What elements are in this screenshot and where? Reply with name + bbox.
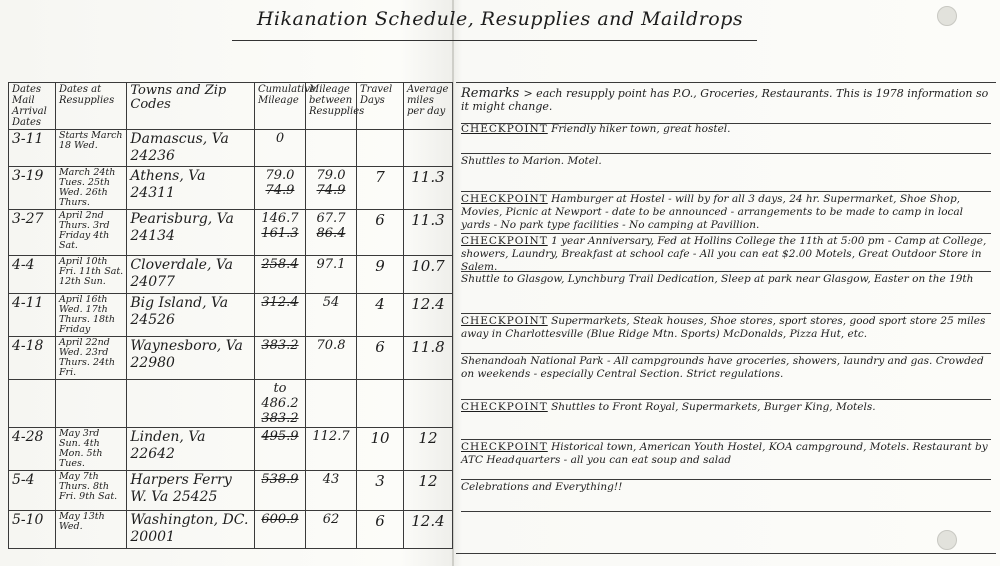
cumulative-cell	[254, 428, 305, 471]
checkpoint-label: CHECKPOINT	[461, 441, 548, 453]
mail-date-cell	[9, 511, 56, 549]
travel-days: 4	[375, 295, 385, 313]
travel-days-cell	[357, 130, 404, 167]
table-row	[9, 256, 453, 294]
between-cell	[305, 337, 356, 380]
average-miles: 12.4	[411, 512, 445, 530]
town-zip: Harpers Ferry W. Va 25425	[130, 472, 232, 505]
town-zip: Waynesboro, Va 22980	[130, 338, 243, 371]
town-cell	[127, 210, 255, 256]
cumulative-mileage-old: 495.9	[261, 429, 299, 444]
table-header-row	[9, 83, 453, 130]
town-cell	[127, 294, 255, 337]
remark-text: Shuttles to Front Royal, Supermarkets, Burger King, Motels.	[551, 401, 876, 413]
mail-date-cell	[9, 380, 56, 428]
mail-date: 3-19	[12, 168, 44, 184]
resupply-dates: April 10th Fri. 11th Sat. 12th Sun.	[58, 256, 124, 287]
cumulative-cell	[254, 511, 305, 549]
remark-text: Hamburger at Hostel - will by for all 3 days, 24 hr. Supermarket, Shoe Shop, Movies, Picnic at Newport - date to be announced - arrangements to be made to camp in local yards - No park type facilities - No camping at Pavillion.	[461, 193, 964, 231]
average-miles: 11.3	[411, 168, 445, 186]
between-cell	[305, 167, 356, 210]
remark-item	[461, 481, 991, 512]
title-underline	[232, 40, 757, 41]
between-mileage-old: 74.9	[316, 183, 346, 198]
average-cell	[403, 511, 452, 549]
resupply-dates-cell	[55, 130, 126, 167]
table-row	[9, 380, 453, 428]
average-cell	[403, 428, 452, 471]
resupply-dates-cell	[55, 210, 126, 256]
between-cell	[305, 380, 356, 428]
cumulative-mileage-old: 258.4	[261, 257, 299, 272]
remark-text: Historical town, American Youth Hostel, KOA campground, Motels. Restaurant by ATC Headquarters - all you can eat soup and salad	[461, 441, 988, 466]
average-miles: 12	[418, 472, 438, 490]
remark-text: Supermarkets, Steak houses, Shoe stores, sport stores, good sport store 25 miles away in Charlottesville (Blue Ridge Mtn. Sports) McDonalds, Pizza Hut, etc.	[461, 315, 986, 340]
resupply-dates-cell	[55, 337, 126, 380]
cumulative-cell	[254, 130, 305, 167]
average-cell	[403, 337, 452, 380]
resupply-dates: Starts March 18 Wed.	[58, 130, 123, 151]
town-cell	[127, 337, 255, 380]
cumulative-mileage-old: 161.3	[261, 226, 299, 241]
checkpoint-label: CHECKPOINT	[461, 193, 548, 205]
cumulative-cell	[254, 337, 305, 380]
checkpoint-label: CHECKPOINT	[461, 401, 548, 413]
average-miles: 11.8	[411, 338, 445, 356]
page-title: Hikanation Schedule, Resupplies and Maildrops	[256, 8, 744, 30]
remarks-label: Remarks	[461, 86, 520, 101]
remark-item	[461, 401, 991, 440]
travel-days-cell	[357, 471, 404, 511]
between-cell	[305, 428, 356, 471]
remarks-heading-text: > each resupply point has P.O., Groceries, Restaurants. This is 1978 information so it might change.	[461, 87, 989, 113]
resupply-dates: April 22nd Wed. 23rd Thurs. 24th Fri.	[58, 337, 115, 378]
cumulative-cell	[254, 210, 305, 256]
average-cell	[403, 256, 452, 294]
travel-days-cell	[357, 294, 404, 337]
table-row	[9, 337, 453, 380]
cumulative-mileage: to 486.2	[261, 381, 299, 411]
cumulative-cell	[254, 294, 305, 337]
between-mileage: 62	[322, 512, 340, 527]
mail-date: 4-4	[12, 257, 35, 273]
cumulative-cell	[254, 380, 305, 428]
mail-date: 4-11	[12, 295, 44, 311]
mail-date-cell	[9, 130, 56, 167]
travel-days: 6	[375, 338, 385, 356]
average-cell	[403, 130, 452, 167]
town-zip: Pearisburg, Va 24134	[130, 211, 234, 244]
header-dates: Dates	[12, 84, 42, 95]
town-zip: Linden, Va 22642	[130, 429, 206, 462]
travel-days-cell	[357, 380, 404, 428]
travel-days: 10	[370, 429, 390, 447]
mail-date: 5-10	[12, 512, 44, 528]
travel-days-cell	[357, 167, 404, 210]
header-mail-arrival-label: Mail Arrival Dates	[12, 95, 47, 128]
travel-days-cell	[357, 210, 404, 256]
average-cell	[403, 167, 452, 210]
cumulative-cell	[254, 167, 305, 210]
header-towns: Towns and Zip Codes	[127, 83, 255, 130]
checkpoint-label: CHECKPOINT	[461, 123, 548, 135]
mail-date: 5-4	[12, 472, 35, 488]
cumulative-mileage-old: 312.4	[261, 295, 299, 310]
resupply-dates-cell	[55, 294, 126, 337]
town-zip: Damascus, Va 24236	[130, 131, 229, 164]
header-dates-at-resupplies: Dates at Resupplies	[55, 83, 126, 130]
mail-date: 4-28	[12, 429, 44, 445]
travel-days: 7	[375, 168, 385, 186]
mail-date: 3-11	[12, 131, 44, 147]
resupply-dates-cell	[55, 511, 126, 549]
travel-days: 6	[375, 211, 385, 229]
resupply-dates: March 24th Tues. 25th Wed. 26th Thurs.	[58, 167, 116, 208]
cumulative-cell	[254, 256, 305, 294]
table-row	[9, 294, 453, 337]
travel-days-cell	[357, 511, 404, 549]
travel-days: 3	[375, 472, 385, 490]
remark-item	[461, 355, 991, 400]
resupply-dates-cell	[55, 428, 126, 471]
cumulative-mileage-old: 383.2	[261, 411, 299, 426]
header-travel: Travel Days	[357, 83, 404, 130]
remark-item	[461, 441, 991, 480]
town-cell	[127, 428, 255, 471]
between-cell	[305, 511, 356, 549]
town-cell	[127, 511, 255, 549]
mail-date-cell	[9, 210, 56, 256]
cumulative-mileage: 146.7	[261, 211, 299, 226]
resupply-dates: April 2nd Thurs. 3rd Friday 4th Sat.	[58, 210, 110, 251]
table-row	[9, 167, 453, 210]
resupply-dates-cell	[55, 380, 126, 428]
remark-text: Shuttles to Marion. Motel.	[461, 155, 602, 167]
between-cell	[305, 130, 356, 167]
header-cumulative: Cumulative Mileage	[254, 83, 305, 130]
remark-item	[461, 315, 991, 354]
town-cell	[127, 130, 255, 167]
header-average: Average miles per day	[403, 83, 452, 130]
between-mileage: 67.7	[316, 211, 346, 226]
table-row	[9, 428, 453, 471]
average-cell	[403, 380, 452, 428]
remark-item	[461, 273, 991, 314]
between-cell	[305, 256, 356, 294]
cumulative-mileage: 0	[275, 131, 285, 146]
schedule-table	[8, 82, 453, 549]
town-zip: Washington, DC. 20001	[130, 512, 249, 545]
table-row	[9, 511, 453, 549]
mail-date-cell	[9, 167, 56, 210]
remarks-panel	[456, 82, 996, 554]
resupply-dates: May 13th Wed.	[58, 511, 105, 532]
remark-item	[461, 193, 991, 234]
table-row	[9, 210, 453, 256]
remark-item	[461, 155, 991, 192]
average-cell	[403, 294, 452, 337]
checkpoint-label: CHECKPOINT	[461, 235, 548, 247]
resupply-dates: April 16th Wed. 17th Thurs. 18th Friday	[58, 294, 115, 335]
remark-text: 1 year Anniversary, Fed at Hollins College the 11th at 5:00 pm - Camp at College, showers, Laundry, Breakfast at school cafe - All you can eat $2.00 Motels, Great Outdoor Store in Salem.	[461, 235, 987, 273]
travel-days-cell	[357, 337, 404, 380]
cumulative-mileage-old: 538.9	[261, 472, 299, 487]
average-cell	[403, 210, 452, 256]
resupply-dates-cell	[55, 256, 126, 294]
between-mileage: 70.8	[316, 338, 346, 353]
resupply-dates: May 7th Thurs. 8th Fri. 9th Sat.	[58, 471, 118, 502]
town-cell	[127, 256, 255, 294]
mail-date-cell	[9, 471, 56, 511]
between-cell	[305, 210, 356, 256]
cumulative-mileage: 79.0	[265, 168, 295, 183]
cumulative-mileage-old: 383.2	[261, 338, 299, 353]
mail-date: 3-27	[12, 211, 44, 227]
cumulative-mileage-old: 600.9	[261, 512, 299, 527]
town-zip: Big Island, Va 24526	[130, 295, 229, 328]
town-cell	[127, 167, 255, 210]
remark-text: Shenandoah National Park - All campgrounds have groceries, showers, laundry and gas. Crowded on weekends - especially Central Section. Strict regulations.	[461, 355, 984, 380]
remark-text: Shuttle to Glasgow, Lynchburg Trail Dedication, Sleep at park near Glasgow, Easter on the 19th	[461, 273, 974, 285]
mail-date-cell	[9, 428, 56, 471]
remark-text: Celebrations and Everything!!	[461, 481, 623, 493]
travel-days: 9	[375, 257, 385, 275]
mail-date-cell	[9, 294, 56, 337]
average-miles: 12	[418, 429, 438, 447]
mail-date: 4-18	[12, 338, 44, 354]
resupply-dates-cell	[55, 471, 126, 511]
town-zip: Cloverdale, Va 24077	[130, 257, 234, 290]
town-zip: Athens, Va 24311	[130, 168, 206, 201]
between-cell	[305, 294, 356, 337]
average-miles: 11.3	[411, 211, 445, 229]
table-row	[9, 130, 453, 167]
between-mileage: 43	[322, 472, 340, 487]
between-mileage: 54	[322, 295, 340, 310]
mail-date-cell	[9, 337, 56, 380]
town-cell	[127, 471, 255, 511]
between-mileage: 79.0	[316, 168, 346, 183]
between-mileage-old: 86.4	[316, 226, 346, 241]
between-mileage: 97.1	[316, 257, 346, 272]
average-miles: 10.7	[411, 257, 445, 275]
table-body	[9, 130, 453, 549]
cumulative-mileage-old: 74.9	[265, 183, 295, 198]
travel-days: 6	[375, 512, 385, 530]
resupply-dates-cell	[55, 167, 126, 210]
between-mileage: 112.7	[312, 429, 350, 444]
remark-item	[461, 123, 991, 154]
average-miles: 12.4	[411, 295, 445, 313]
average-cell	[403, 471, 452, 511]
town-cell	[127, 380, 255, 428]
mail-date-cell	[9, 256, 56, 294]
travel-days-cell	[357, 428, 404, 471]
remarks-heading	[461, 87, 991, 124]
remark-item	[461, 235, 991, 272]
checkpoint-label: CHECKPOINT	[461, 315, 548, 327]
table-row	[9, 471, 453, 511]
travel-days-cell	[357, 256, 404, 294]
header-mail-arrival	[9, 83, 56, 130]
between-cell	[305, 471, 356, 511]
remark-text: Friendly hiker town, great hostel.	[551, 123, 731, 135]
header-between: Mileage between Resupplies	[305, 83, 356, 130]
cumulative-cell	[254, 471, 305, 511]
resupply-dates: May 3rd Sun. 4th Mon. 5th Tues.	[58, 428, 103, 469]
